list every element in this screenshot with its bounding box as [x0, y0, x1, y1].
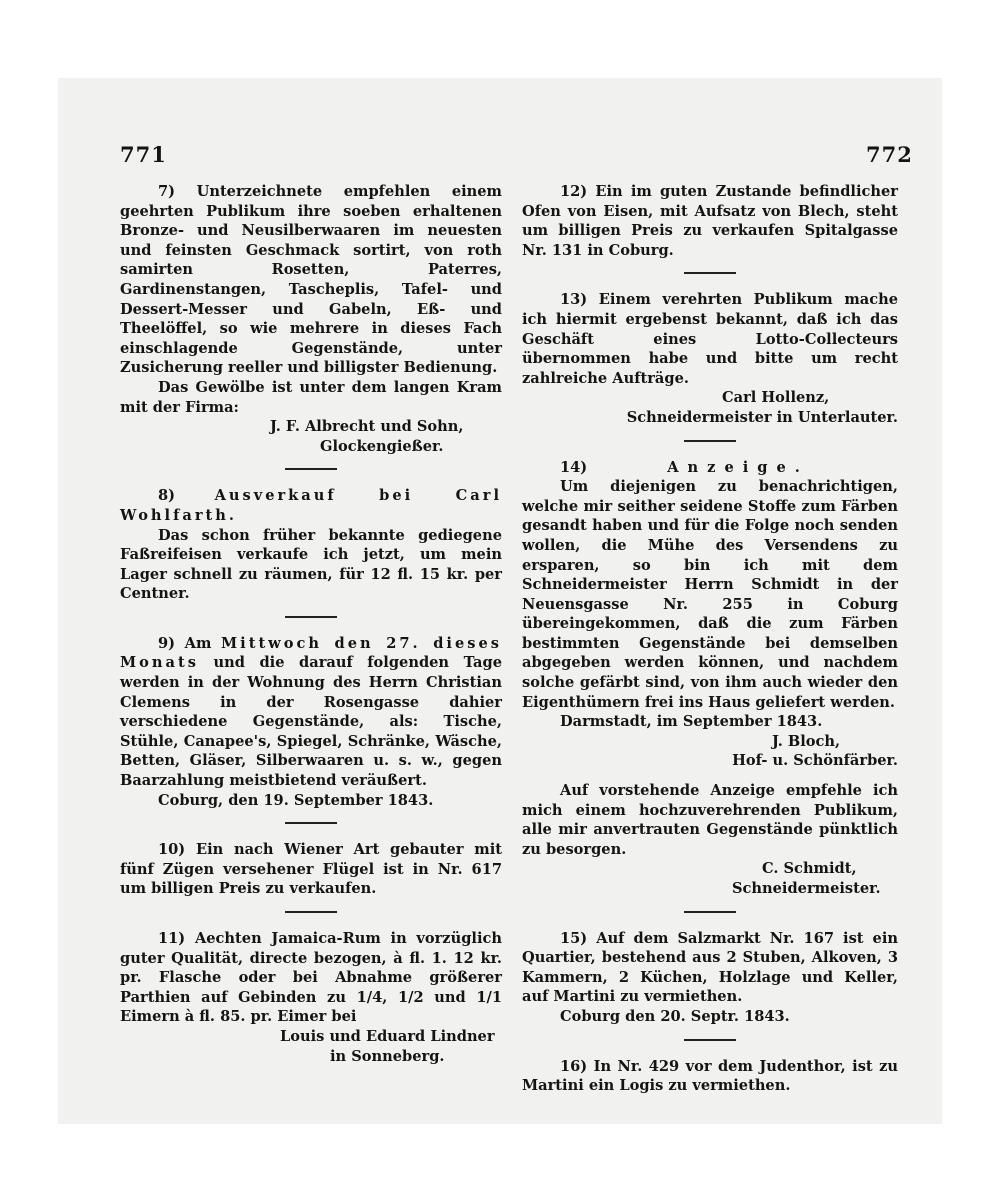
divider	[285, 616, 337, 618]
ad-11-text: 11) Aechten Jamaica-Rum in vorzüglich guter Qualität, directe bezogen, à fl. 1. 12 kr. pr. Flasche oder bei Abnahme größerer Parthien auf Gebinden zu 1/4, 1/2 und 1/1 Eimern à fl. 85. pr. Eimer bei	[120, 930, 502, 1026]
advertisement-7	[120, 182, 502, 456]
ad-9-text-rest: und die darauf folgenden Tage werden in der Wohnung des Herrn Christian Clemens in der Rosengasse dahier verschiedene Gegenstände, als: Tische, Stühle, Canapee's, Spiegel, Schränke, Wäsche, Betten, Gläser, Silberwaaren u. s. w., gegen Baarzahlung meistbietend veräußert.	[120, 654, 502, 790]
advertisement-15	[522, 929, 898, 1027]
ad-12-text: 12) Ein im guten Zustande befindlicher Ofen von Eisen, mit Aufsatz von Blech, steht um billigen Preis zu verkaufen Spitalgasse Nr. 131 in Coburg.	[522, 183, 898, 259]
ad-9-date-spaced: Mittwoch den 27. dieses Monats	[120, 634, 502, 672]
ad-8-text: Das schon früher bekannte gediegene Faßreifeisen verkaufe ich jetzt, um mein Lager schnell zu räumen, für 12 fl. 15 kr. per Centner.	[120, 526, 502, 603]
divider	[684, 440, 736, 442]
right-column	[522, 182, 898, 1096]
page-number-left: 771	[120, 142, 167, 167]
advertisement-13	[522, 290, 898, 427]
ad-14-followup-signature-1: C. Schmidt,	[762, 860, 857, 878]
ad-13-signature-1: Carl Hollenz,	[722, 389, 830, 407]
advertisement-10	[120, 840, 502, 899]
ad-7-signature-1: J. F. Albrecht und Sohn,	[270, 418, 464, 436]
ad-7-signature-2: Glockengießer.	[320, 437, 444, 455]
page-number-right: 772	[866, 142, 913, 167]
divider	[684, 1039, 736, 1041]
ad-14-followup-signature-2: Schneidermeister.	[732, 880, 881, 897]
ad-15-text: 15) Auf dem Salzmarkt Nr. 167 ist ein Quartier, bestehend aus 2 Stuben, Alkoven, 3 Kammern, 2 Küchen, Holzlage und Keller, auf Martini zu vermiethen.	[522, 929, 898, 1006]
divider	[285, 468, 337, 470]
advertisement-14	[522, 458, 898, 899]
advertisement-11	[120, 929, 502, 1066]
ad-8-heading-title: Ausverkauf bei Carl Wohlfarth.	[120, 487, 502, 524]
ad-15-dateline: Coburg den 20. Septr. 1843.	[560, 1007, 790, 1025]
advertisement-9	[120, 634, 502, 810]
ad-14-heading-number: 14)	[560, 458, 588, 476]
left-column	[120, 182, 502, 1066]
ad-13-text: 13) Einem verehrten Publikum mache ich hiermit ergebenst bekannt, daß ich das Geschäft eines Lotto-Collecteurs übernommen habe und bitte um recht zahlreiche Aufträge.	[522, 291, 898, 387]
advertisement-16	[522, 1057, 898, 1096]
advertisement-8	[120, 486, 502, 604]
ad-14-signature-1: J. Bloch,	[772, 732, 841, 750]
divider	[684, 272, 736, 274]
ad-14-text: Um diejenigen zu benachrichtigen, welche mir seither seidene Stoffe zum Färben gesandt haben und für die Folge noch senden wollen, die Mühe des Versendens zu ersparen, so bin ich mit dem Schneidermeister Herrn Schmidt in der Neuensgasse Nr. 255 in Coburg übereingekommen, daß die zum Färben bestimmten Gegenstände bei demselben abgegeben werden können, und nachdem solche gefärbt sind, von ihm auch wieder den Eigenthümern frei ins Haus geliefert werden.	[522, 478, 898, 711]
ad-13-signature-2: Schneidermeister in Unterlauter.	[626, 408, 898, 426]
ad-14-followup: Auf vorstehende Anzeige empfehle ich mich einem hochzuverehrenden Publikum, alle mir anvertrauten Gegenstände pünktlich zu besorgen.	[522, 782, 898, 858]
ad-11-signature-2: in Sonneberg.	[330, 1047, 445, 1065]
divider	[285, 911, 337, 913]
ad-8-heading	[120, 486, 502, 525]
ad-14-dateline: Darmstadt, im September 1843.	[560, 713, 823, 731]
divider	[285, 822, 337, 824]
ad-14-heading	[522, 458, 898, 478]
ad-14-heading-title: Anzeige.	[667, 458, 809, 476]
ad-11-signature-1: Louis und Eduard Lindner	[280, 1027, 495, 1045]
ad-9-text-start: 9) Am	[158, 634, 221, 652]
ad-7-text: 7) Unterzeichnete empfehlen einem geehrten Publikum ihre soeben erhaltenen Bronze- und Neusilberwaaren im neuesten und feinsten Geschmack sortirt, von roth samirten Rosetten, Paterres, Gardinenstangen, Tascheplis, Tafel- und Dessert-Messer und Gabeln, Eß- und Theelöffel, so wie mehrere in dieses Fach einschlagende Gegenstände, unter Zusicherung reeller und billigster Bedienung.	[120, 183, 502, 377]
ad-7-location: Das Gewölbe ist unter dem langen Kram mit der Firma:	[120, 378, 502, 416]
divider	[684, 911, 736, 913]
ad-9-text	[120, 634, 502, 791]
ad-14-signature-2: Hof- u. Schönfärber.	[732, 752, 898, 770]
spacer	[522, 771, 898, 781]
ad-8-heading-number: 8)	[158, 487, 176, 505]
ad-16-text: 16) In Nr. 429 vor dem Judenthor, ist zu Martini ein Logis zu vermiethen.	[522, 1057, 898, 1095]
ad-9-dateline: Coburg, den 19. September 1843.	[158, 791, 434, 809]
advertisement-12	[522, 182, 898, 260]
ad-10-text: 10) Ein nach Wiener Art gebauter mit fünf Zügen versehener Flügel ist in Nr. 617 um billigen Preis zu verkaufen.	[120, 841, 502, 898]
